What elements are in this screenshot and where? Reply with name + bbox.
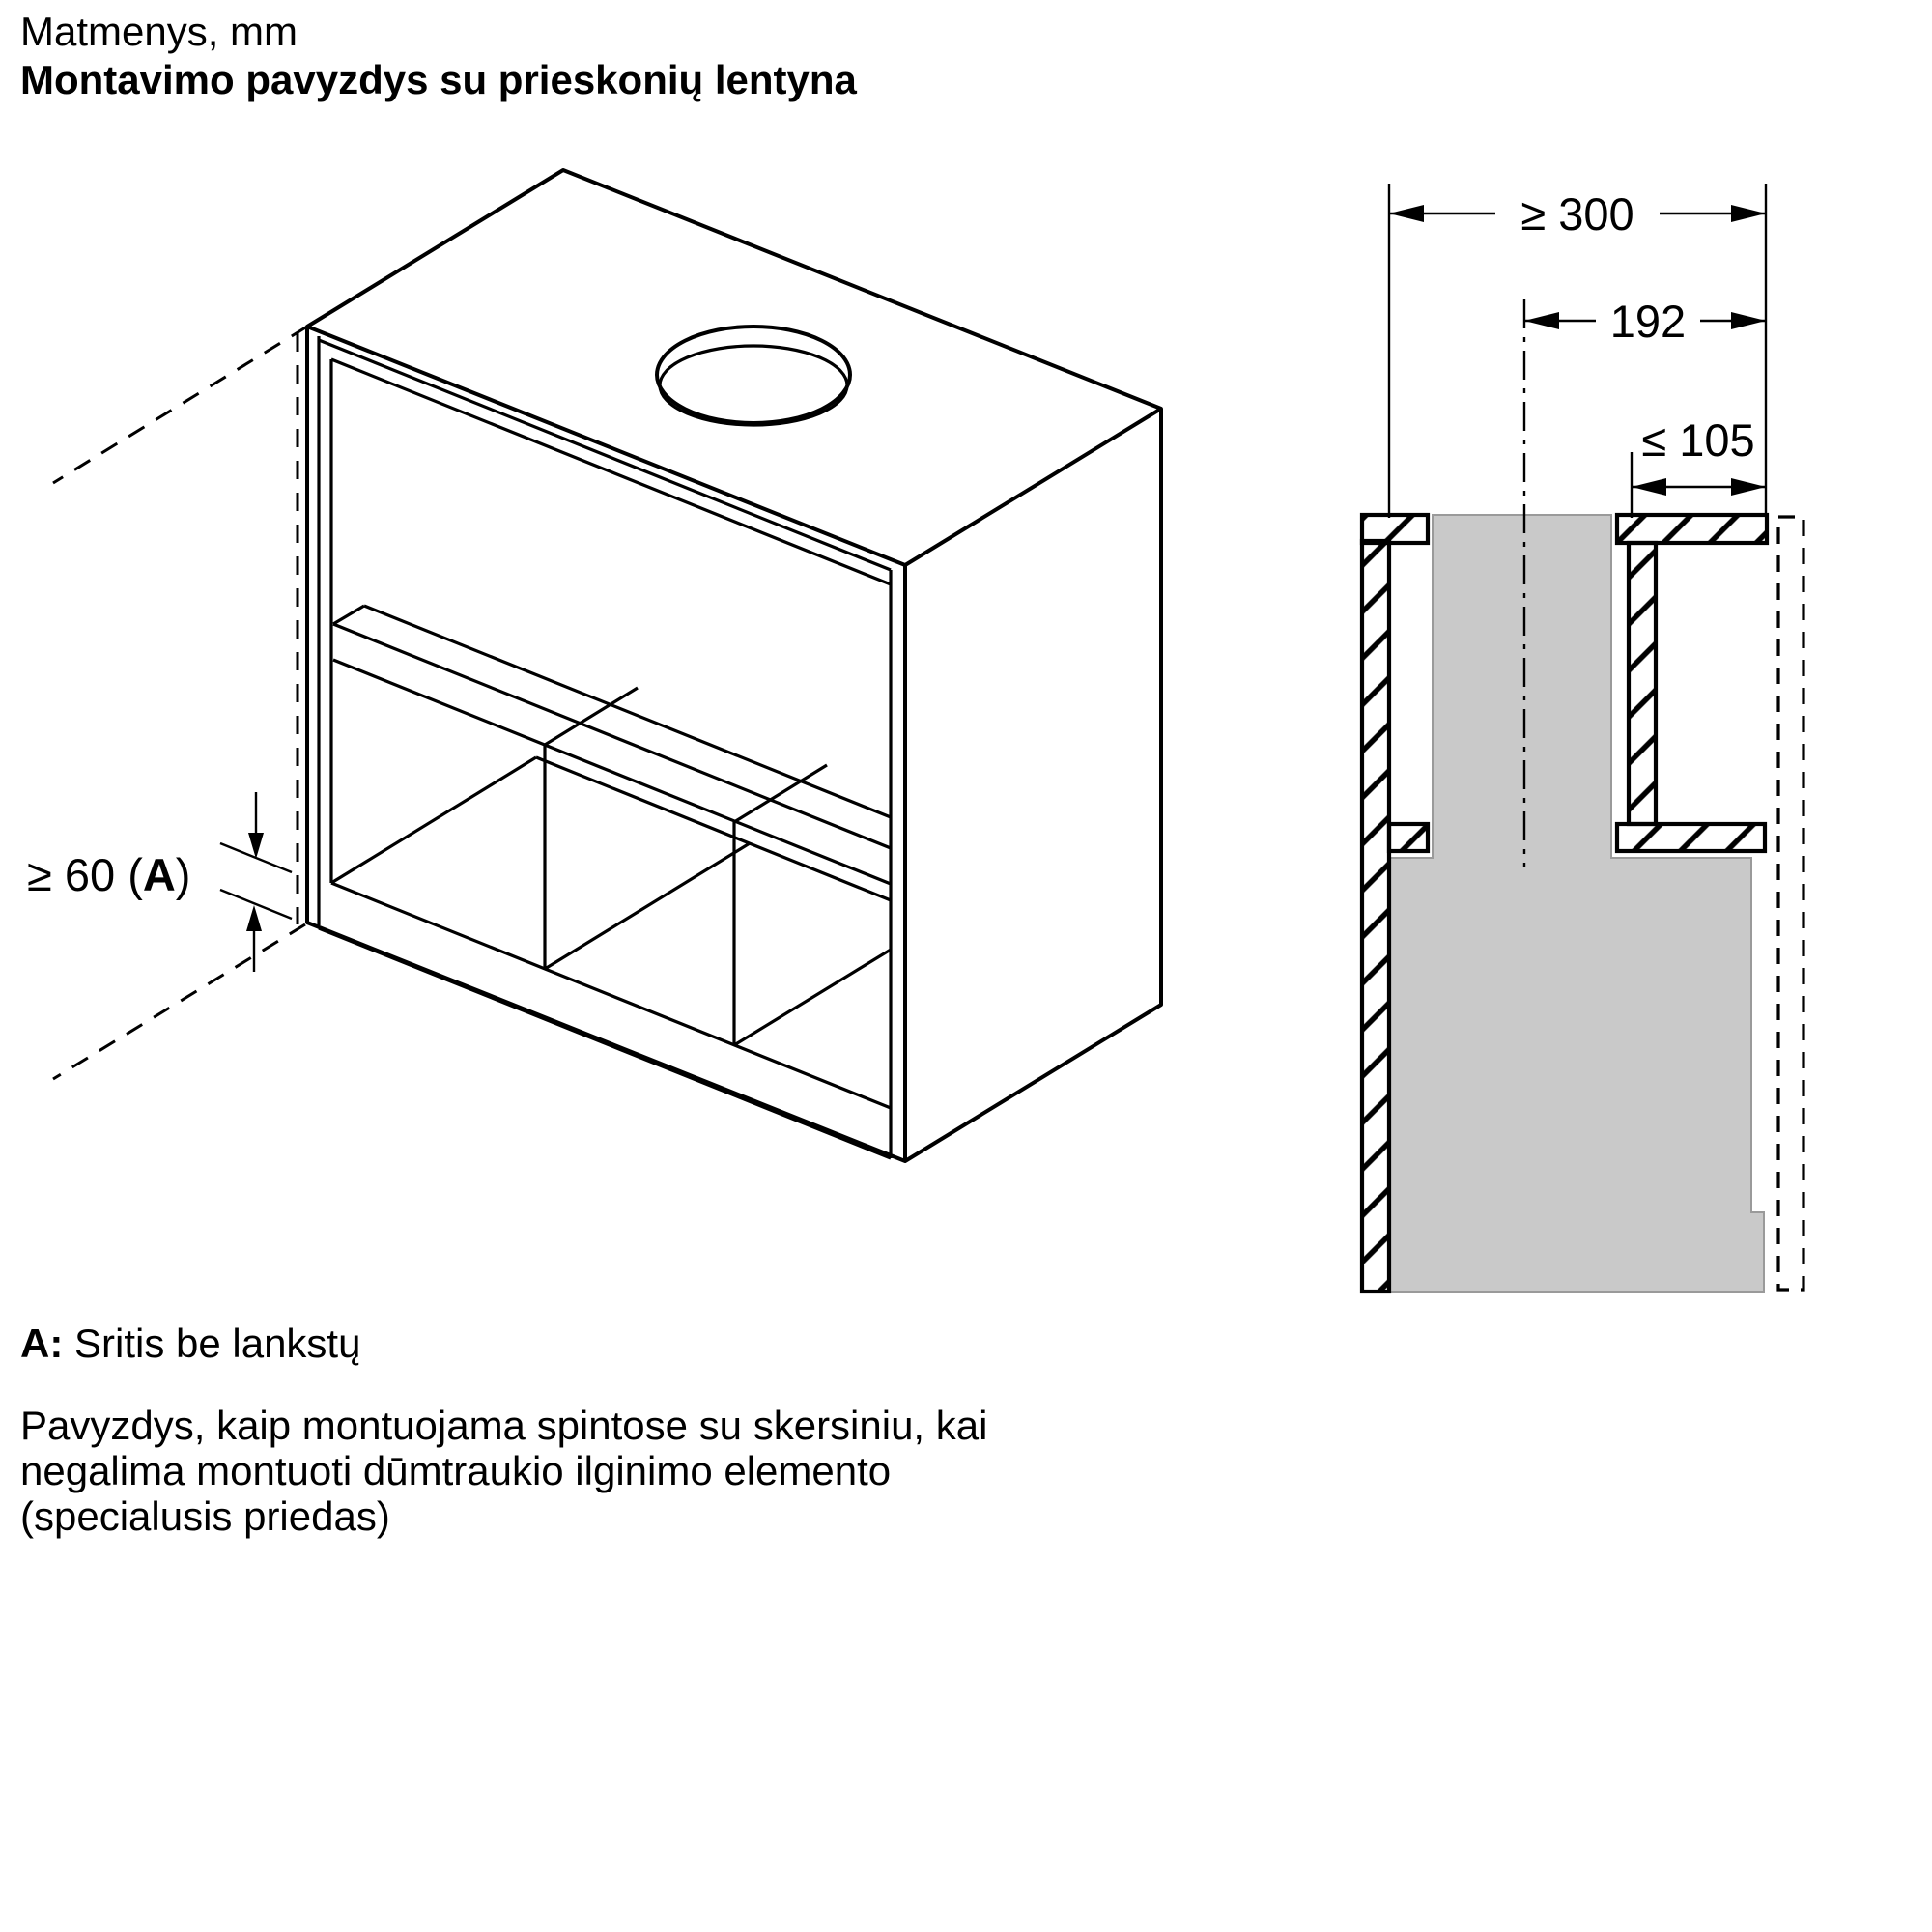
shelf-left-end-edge — [333, 606, 364, 624]
hinge-free-dimension — [27, 792, 292, 972]
shelf-front-bottom-edge — [333, 660, 891, 884]
floor-back-junction — [536, 757, 891, 900]
footnote-text: Sritis be lankstų — [63, 1321, 361, 1366]
max-depth-label: ≤ 105 — [1641, 414, 1755, 466]
dimension-center-to-side — [1524, 296, 1766, 347]
cabinet-isometric-view — [27, 170, 1161, 1161]
left-side-wall-section — [1362, 541, 1389, 1292]
shelf-front-top-edge — [333, 624, 891, 848]
front-frame-top-edge — [319, 340, 891, 570]
footnote — [20, 1320, 360, 1368]
dimension-max-depth — [1632, 414, 1766, 496]
right-crossbar-section — [1617, 824, 1765, 851]
floor-left-edge — [331, 757, 536, 883]
note-line-2: negalima montuoti dūmtraukio ilginimo elemento — [20, 1448, 892, 1493]
cabinet-opening — [331, 359, 891, 1108]
vent-hole-outer — [657, 327, 850, 423]
shelf-top-back-edge — [364, 606, 891, 817]
arrowhead-left — [1632, 478, 1666, 496]
wall-continuation-dashed-top — [53, 327, 307, 483]
front-frame-bottom-edge — [319, 928, 891, 1158]
arrowhead-right — [1731, 205, 1766, 222]
min-width-label: ≥ 300 — [1520, 188, 1634, 240]
vent-hole-inner — [660, 346, 847, 425]
cross-section-view — [1362, 184, 1804, 1292]
divider-1 — [545, 688, 750, 969]
removed-panel-dashed-outline — [1778, 517, 1804, 1290]
dimension-min-width — [1389, 188, 1766, 240]
installation-note — [20, 1403, 987, 1539]
arrowhead-up — [246, 905, 262, 931]
right-top-flange-section — [1617, 515, 1767, 543]
page-title: Montavimo pavyzdys su prieskonių lentyna — [20, 57, 857, 102]
center-to-side-label: 192 — [1609, 296, 1687, 347]
right-side-wall-section — [1629, 543, 1656, 824]
dimensions-note: Matmenys, mm — [20, 9, 298, 54]
arrowhead-right — [1731, 478, 1766, 496]
footnote-label: A: — [20, 1321, 64, 1366]
arrowhead-left — [1524, 312, 1559, 329]
hinge-free-dimension-label: ≥ 60 (A) — [27, 849, 191, 900]
arrowhead-right — [1731, 312, 1766, 329]
left-crossbar-section — [1389, 824, 1428, 851]
note-line-3: (specialusis priedas) — [20, 1493, 390, 1539]
note-line-1: Pavyzdys, kaip montuojama spintose su skersiniu, kai — [20, 1403, 988, 1448]
spice-shelf — [333, 606, 891, 884]
arrowhead-left — [1389, 205, 1424, 222]
left-top-flange-section — [1362, 515, 1428, 543]
shelf-dividers — [545, 688, 891, 1045]
chimney-duct-section — [1390, 515, 1764, 1292]
wall-continuation-dashed-bottom — [53, 924, 305, 1079]
